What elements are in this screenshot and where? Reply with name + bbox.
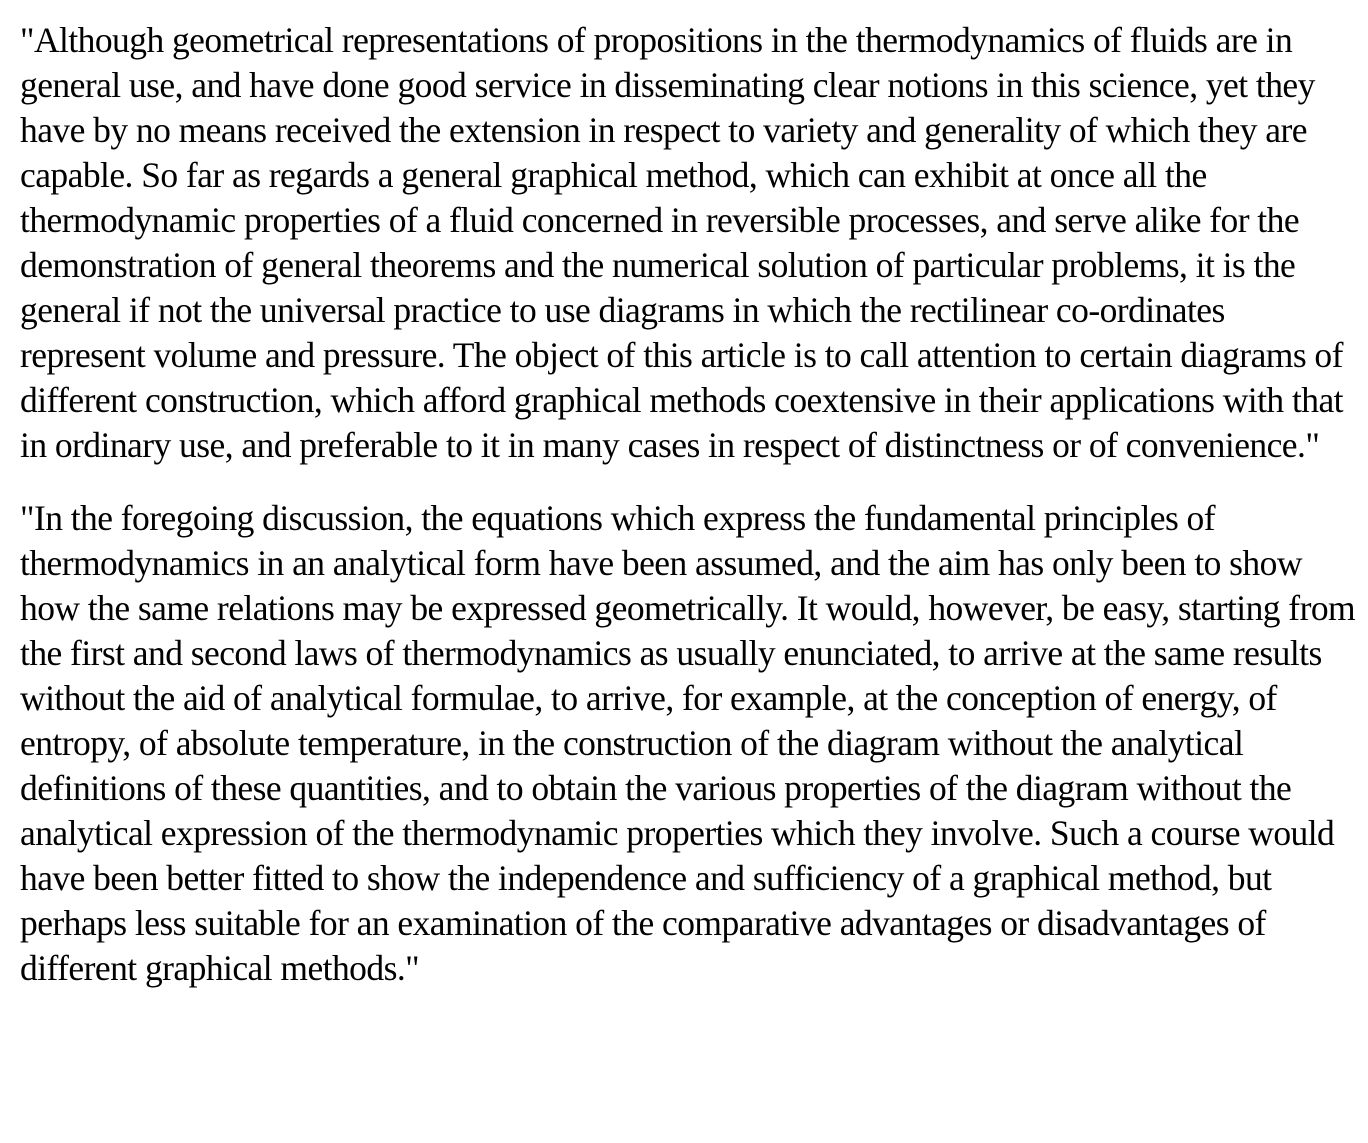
quote-paragraph-2: "In the foregoing discussion, the equations which express the fundamental principles of thermodynamics in an analytical form have been assumed, and the aim has only been to show how the same relations may be expressed geometrically. It would, however, be easy, starting from the first and second laws of thermodynamics as usually enunciated, to arrive at the same results without the aid of analytical formulae, to arrive, for example, at the conception of energy, of entropy, of absolute temperature, in the construction of the diagram without the analytical definitions of these quantities, and to obtain the various properties of the diagram without the analytical expression of the thermodynamic properties which they involve. Such a course would have been better fitted to show the independence and sufficiency of a graphical method, but perhaps less suitable for an examination of the comparative advantages or disadvantages of different graphical methods.": [20, 498, 1356, 988]
quote-paragraph-1: "Although geometrical representations of propositions in the thermodynamics of fluids are in general use, and have done good service in disseminating clear notions in this science, yet they have by no means received the extension in respect to variety and generality of which they are capable. So far as regards a general graphical method, which can exhibit at once all the thermodynamic properties of a fluid concerned in reversible processes, and serve alike for the demonstration of general theorems and the numerical solution of particular problems, it is the general if not the universal practice to use diagrams in which the rectilinear co-ordinates represent volume and pressure. The object of this article is to call attention to certain diagrams of different construction, which afford graphical methods coextensive in their applications with that in ordinary use, and preferable to it in many cases in respect of distinctness or of convenience.": [20, 20, 1343, 465]
